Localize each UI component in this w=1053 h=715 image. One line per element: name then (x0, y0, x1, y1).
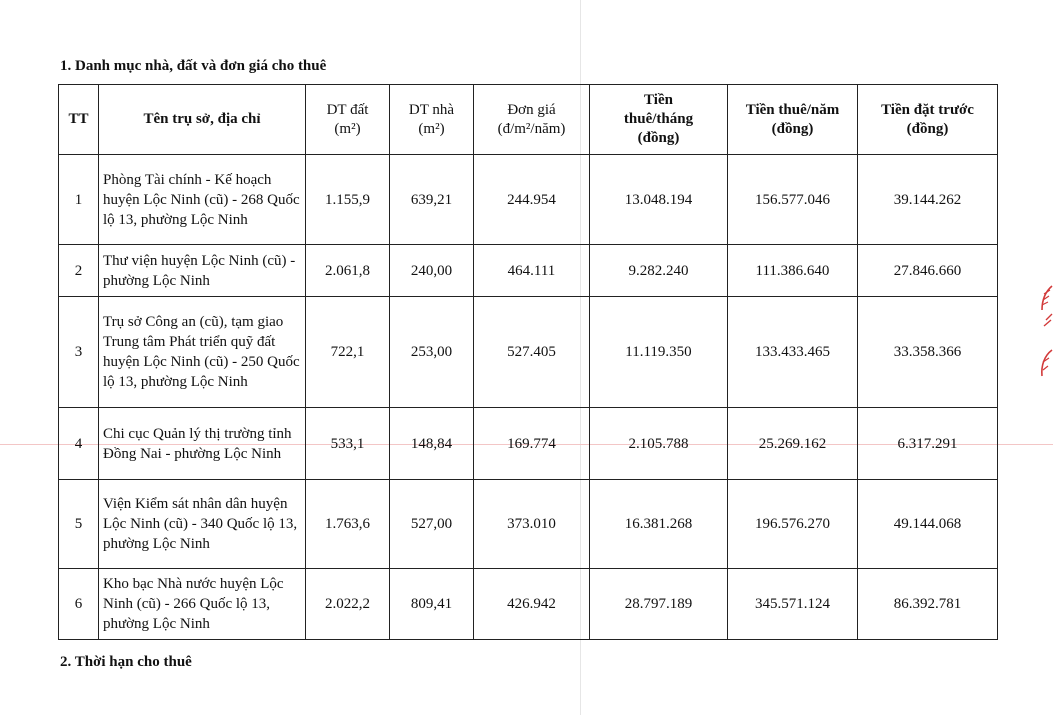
cell-tien-nam: 111.386.640 (728, 245, 858, 297)
header-tien-nam: Tiền thuê/năm (đồng) (728, 85, 858, 155)
cell-tt: 6 (59, 569, 99, 640)
cell-tt: 2 (59, 245, 99, 297)
cell-dt-dat: 1.155,9 (306, 155, 390, 245)
table-header-row (59, 85, 998, 155)
cell-don-gia: 426.942 (474, 569, 590, 640)
cell-dt-dat: 533,1 (306, 408, 390, 480)
cell-tien-thang: 13.048.194 (590, 155, 728, 245)
table-row (59, 155, 998, 245)
cell-tt: 1 (59, 155, 99, 245)
cell-tien-dat-truoc: 86.392.781 (858, 569, 998, 640)
cell-tien-dat-truoc: 6.317.291 (858, 408, 998, 480)
cell-dt-nha: 527,00 (390, 480, 474, 569)
cell-dt-nha: 240,00 (390, 245, 474, 297)
cell-tien-thang: 16.381.268 (590, 480, 728, 569)
cell-tien-nam: 25.269.162 (728, 408, 858, 480)
cell-don-gia: 464.111 (474, 245, 590, 297)
cell-name: Thư viện huyện Lộc Ninh (cũ) - phường Lộc Ninh (99, 245, 306, 297)
cell-dt-dat: 2.022,2 (306, 569, 390, 640)
cell-tien-dat-truoc: 27.846.660 (858, 245, 998, 297)
cell-tien-thang: 11.119.350 (590, 297, 728, 408)
cell-don-gia: 244.954 (474, 155, 590, 245)
cell-dt-nha: 253,00 (390, 297, 474, 408)
cell-tien-nam: 345.571.124 (728, 569, 858, 640)
cell-tt: 4 (59, 408, 99, 480)
cell-tien-thang: 9.282.240 (590, 245, 728, 297)
cell-name: Trụ sở Công an (cũ), tạm giao Trung tâm Phát triển quỹ đất huyện Lộc Ninh (cũ) - 250 Quốc lộ 13, phường Lộc Ninh (99, 297, 306, 408)
cell-don-gia: 169.774 (474, 408, 590, 480)
table-row (59, 297, 998, 408)
header-dt-nha: DT nhà (m²) (390, 85, 474, 155)
header-tien-thang: Tiền thuê/tháng (đồng) (590, 85, 728, 155)
cell-name: Kho bạc Nhà nước huyện Lộc Ninh (cũ) - 266 Quốc lộ 13, phường Lộc Ninh (99, 569, 306, 640)
cell-name: Viện Kiểm sát nhân dân huyện Lộc Ninh (cũ) - 340 Quốc lộ 13, phường Lộc Ninh (99, 480, 306, 569)
cell-dt-nha: 639,21 (390, 155, 474, 245)
table-row (59, 245, 998, 297)
cell-dt-nha: 809,41 (390, 569, 474, 640)
cell-tien-nam: 196.576.270 (728, 480, 858, 569)
cell-tien-dat-truoc: 39.144.262 (858, 155, 998, 245)
header-don-gia: Đơn giá (đ/m²/năm) (474, 85, 590, 155)
rental-price-table (58, 84, 998, 640)
cell-name: Phòng Tài chính - Kế hoạch huyện Lộc Ninh (cũ) - 268 Quốc lộ 13, phường Lộc Ninh (99, 155, 306, 245)
cell-tt: 5 (59, 480, 99, 569)
table-row (59, 480, 998, 569)
cell-don-gia: 527.405 (474, 297, 590, 408)
table-row (59, 569, 998, 640)
cell-tien-thang: 28.797.189 (590, 569, 728, 640)
cell-dt-nha: 148,84 (390, 408, 474, 480)
cell-don-gia: 373.010 (474, 480, 590, 569)
cell-tien-dat-truoc: 33.358.366 (858, 297, 998, 408)
header-dt-dat: DT đất (m²) (306, 85, 390, 155)
cell-dt-dat: 1.763,6 (306, 480, 390, 569)
cell-tien-nam: 156.577.046 (728, 155, 858, 245)
cell-name: Chi cục Quản lý thị trường tỉnh Đồng Nai - phường Lộc Ninh (99, 408, 306, 480)
table-row (59, 408, 998, 480)
cell-tien-dat-truoc: 49.144.068 (858, 480, 998, 569)
cell-tt: 3 (59, 297, 99, 408)
section-1-heading: 1. Danh mục nhà, đất và đơn giá cho thuê (60, 58, 327, 74)
header-name: Tên trụ sở, địa chỉ (99, 85, 306, 155)
cell-dt-dat: 722,1 (306, 297, 390, 408)
cell-tien-thang: 2.105.788 (590, 408, 728, 480)
red-seal-fragment (1036, 280, 1053, 390)
cell-tien-nam: 133.433.465 (728, 297, 858, 408)
header-tt: TT (59, 85, 99, 155)
header-tien-dat-truoc: Tiền đặt trước (đồng) (858, 85, 998, 155)
cell-dt-dat: 2.061,8 (306, 245, 390, 297)
section-2-heading: 2. Thời hạn cho thuê (60, 654, 192, 670)
